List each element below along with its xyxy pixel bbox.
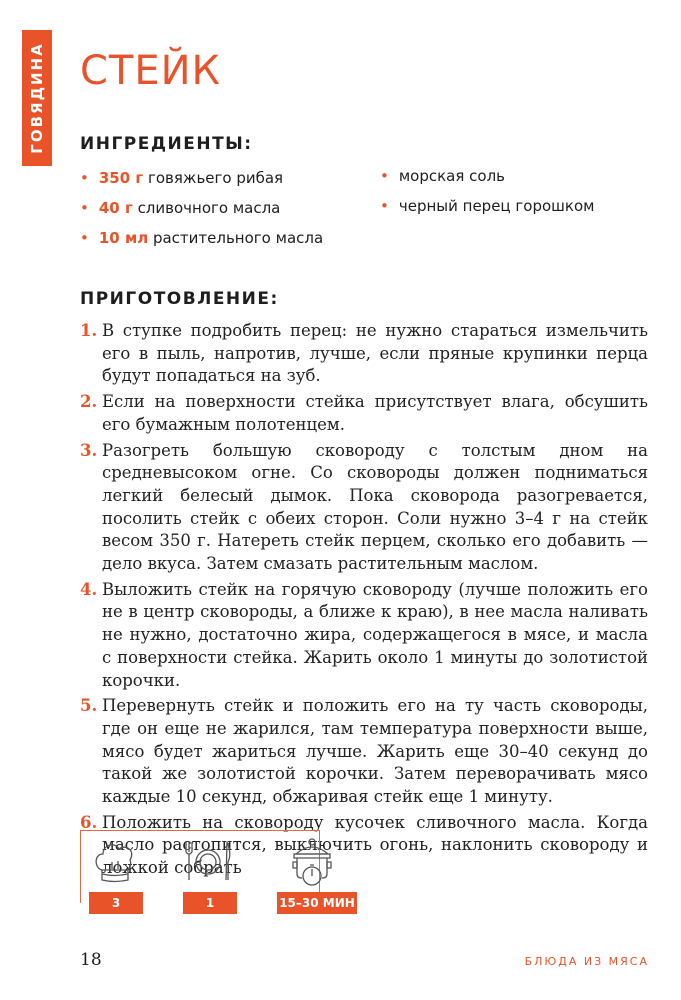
step-item: 6. Положить на сковороду кусочек сливочного масла. Когда масло растопится, выключить огонь, наклонить сковороду и ложкой собрать — [80, 812, 648, 878]
ingredients-list-left — [80, 163, 323, 253]
step-item: 2. Если на поверхности стейка присутствует влага, обсушить его бумажным полотенцем. — [80, 392, 648, 434]
ingredient-item: • 10 мл растительного масла — [80, 223, 323, 253]
ingredient-item: • черный перец горошком — [380, 191, 594, 221]
ingredient-item: • 350 г говяжьего рибая — [80, 163, 323, 193]
page-number: 18 — [80, 950, 102, 970]
section-tab-label: ГОВЯДИНА — [28, 42, 46, 154]
step-item: 4. Выложить стейк на горячую сковороду (лучше положить его не в центр сковороды, а ближе к краю), в нее масла наливать не нужно, достаточно жира, содержащегося в мясе, и масла с поверхности стейка. Жарить около 1 минуты до золотистой корочки. — [80, 579, 648, 690]
chef-hat-icon — [92, 838, 138, 884]
section-footer: БЛЮДА ИЗ МЯСА — [524, 955, 649, 968]
ingredient-item: • морская соль — [380, 161, 594, 191]
step-item: 5. Перевернуть стейк и положить его на ту часть сковороды, где он еще не жарился, там температура поверхности выше, мясо будет жариться лучше. Жарить еще 30–40 секунд до такой же золотистой корочки. Затем переворачивать мясо каждые 10 секунд, обжаривая стейк еще 1 минуту. — [80, 696, 648, 807]
step-item: 1. В ступке подробить перец: не нужно стараться измельчить его в пыль, напротив, лучше, если пряные крупинки перца будут попадаться на зуб. — [80, 321, 648, 386]
steps-list — [80, 320, 648, 883]
recipe-title: СТЕЙК — [80, 48, 221, 94]
pot-timer-icon — [290, 838, 334, 888]
ingredients-list-right — [380, 161, 594, 221]
difficulty-badge: 3 — [89, 892, 143, 914]
step-item: 3. Разогреть большую сковороду с толстым дном на средневысоком огне. Со сковороды должен подниматься легкий белесый дымок. Пока сковорода разогревается, посолить стейк с обеих сторон. Соли нужно 3–4 г на стейк весом 350 г. Натереть стейк перцем, сколько его добавить — дело вкуса. Затем смазать растительным маслом. — [80, 440, 648, 574]
servings-badge: 1 — [183, 892, 237, 914]
plate-cutlery-icon — [182, 838, 234, 884]
ingredients-heading: ИНГРЕДИЕНТЫ: — [80, 134, 253, 154]
section-tab — [22, 30, 52, 166]
ingredient-item: • 40 г сливочного масла — [80, 193, 323, 223]
time-badge: 15–30 МИН — [277, 892, 357, 914]
preparation-heading: ПРИГОТОВЛЕНИЕ: — [80, 289, 279, 309]
